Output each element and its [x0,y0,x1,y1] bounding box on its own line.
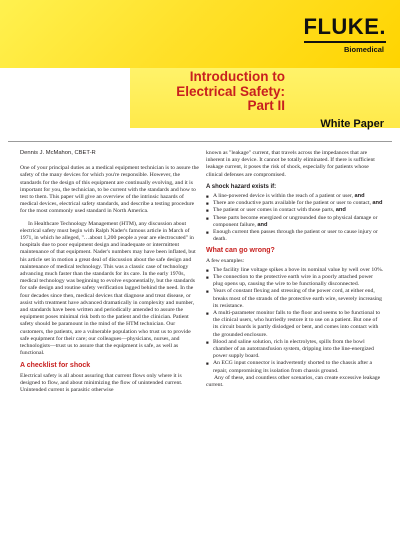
section-heading: What can go wrong? [206,247,275,255]
list-lead: A shock hazard exists if: [206,183,277,190]
paragraph: In Healthcare Technology Management (HTM), any discussion about electrical safety must begin with Ralph Nader's famous article in March of 1971, in which he alleged, "…about 1,200 people a year are electrocuted" in hospitals due to poor equipment design and inadequate or intermittent maintenance of that equipment. Nader's numbers may have been inflated, but his article set in motion a great deal of discussion about the safe design and maintenance of medical technology. This was a classic case of technology advancing much faster than the standards for its care. In the early 1970s, medical technology was beginning to evolve exponentially, but the standards for safe design and routine safety verification lagged behind the need. In the four decades since then, medical devices that diagnose and treat disease, or assist with treatment have advanced dramatically in complexity and number, and standards have been written and periodically amended to assure the equipment poses minimal risk both to the patient and the clinician. Patient safety should be paramount in the mind of the HTM technician. Our customers, the patients, are a vulnerable population who trust us to provide safe equipment for their care; our colleagues—physicians, nurses, and technologists—trust us to assure that the equipment is safe, as well as functional. [20,220,196,357]
examples-list [206,267,384,375]
logo-wordmark: FLUKE. [303,14,386,39]
list-item: ■ Enough current then passes through the patient or user to cause injury or death. [206,229,384,243]
list-item: ■ There are conductive parts available for the patient or user to contact, and [206,200,384,207]
section-heading: A checklist for shock [20,362,91,370]
paragraph: known as "leakage" current, that travels across the impedances that are inherent in any device. It cannot be totally eliminated. If there is sufficient leakage current, it poses the risk of shock, especially for patients whose clinical defenses are compromised. [206,150,375,178]
title-line: Part II [247,98,285,113]
divider-rule [8,141,392,142]
list-item: ■ Years of constant flexing and stressing of the power cord, at either end, breaks most of the strands of the protective earth wire, severely increasing its resistance. [206,288,384,310]
list-item: ■ The facility line voltage spikes a bove its nominal value by well over 10%. [206,267,384,274]
list-item: ■ An ECG input connector is inadvertently shorted to the chassis after a repair, compromising its isolation from chassis ground. [206,360,384,374]
list-item: ■ The patient or user comes in contact with those parts, and [206,207,384,214]
list-item: ■ A line-powered device is within the reach of a patient or user, and [206,193,384,200]
right-column [206,150,384,394]
paragraph: One of your principal duties as a medical equipment technician is to assure the safety of the many devices for which you're responsible. However, the standards for the design of this equipment are continually evolving, and it is important for you, the technician, to be current with the standards and how to test to them. This paper will give an overview of the intrinsic hazards of medical devices, electrical safety standards, and describe a testing procedure for the most commonly used standard in North America. [20,165,199,215]
shock-hazard-list [206,193,384,243]
list-item: ■ Blood and saline solution, rich in electrolytes, spills from the bowl chamber of an autotransfusion system, dripping into the line-energized power supply board. [206,339,384,361]
left-column [20,150,200,399]
list-item: ■ These parts become energized or ungrounded due to physical damage or component failure, and [206,215,384,229]
list-item: ■ The connection to the protective earth wire in a poorly attached power plug opens up, causing the wire to be functionally disconnected. [206,274,384,288]
author-byline: Dennis J. McMahon, CBET-R [20,150,96,156]
logo-division: Biomedical [343,45,384,54]
paragraph: Any of these, and countless other scenarios, can create excessive leakage current. [206,374,381,389]
list-item: ■ A multi-parameter monitor falls to the floor and seems to be functional to the clinical users, who hurriedly restore it to use on a patient. But one of its circuit boards is partly dislodged or bent, and comes into contact with the grounded enclosure. [206,310,384,339]
title-line: Introduction to [189,69,285,84]
paragraph: Electrical safety is all about assuring that current flows only where it is designed to flow, and about minimizing the flow of unintended current. Unintended current is parasitic otherwise [20,372,183,394]
document-title [145,70,285,114]
fluke-logo [300,14,386,54]
title-line: Electrical Safety: [176,83,285,99]
doc-type-label: White Paper [320,118,384,130]
paragraph: A few examples: [206,257,245,264]
